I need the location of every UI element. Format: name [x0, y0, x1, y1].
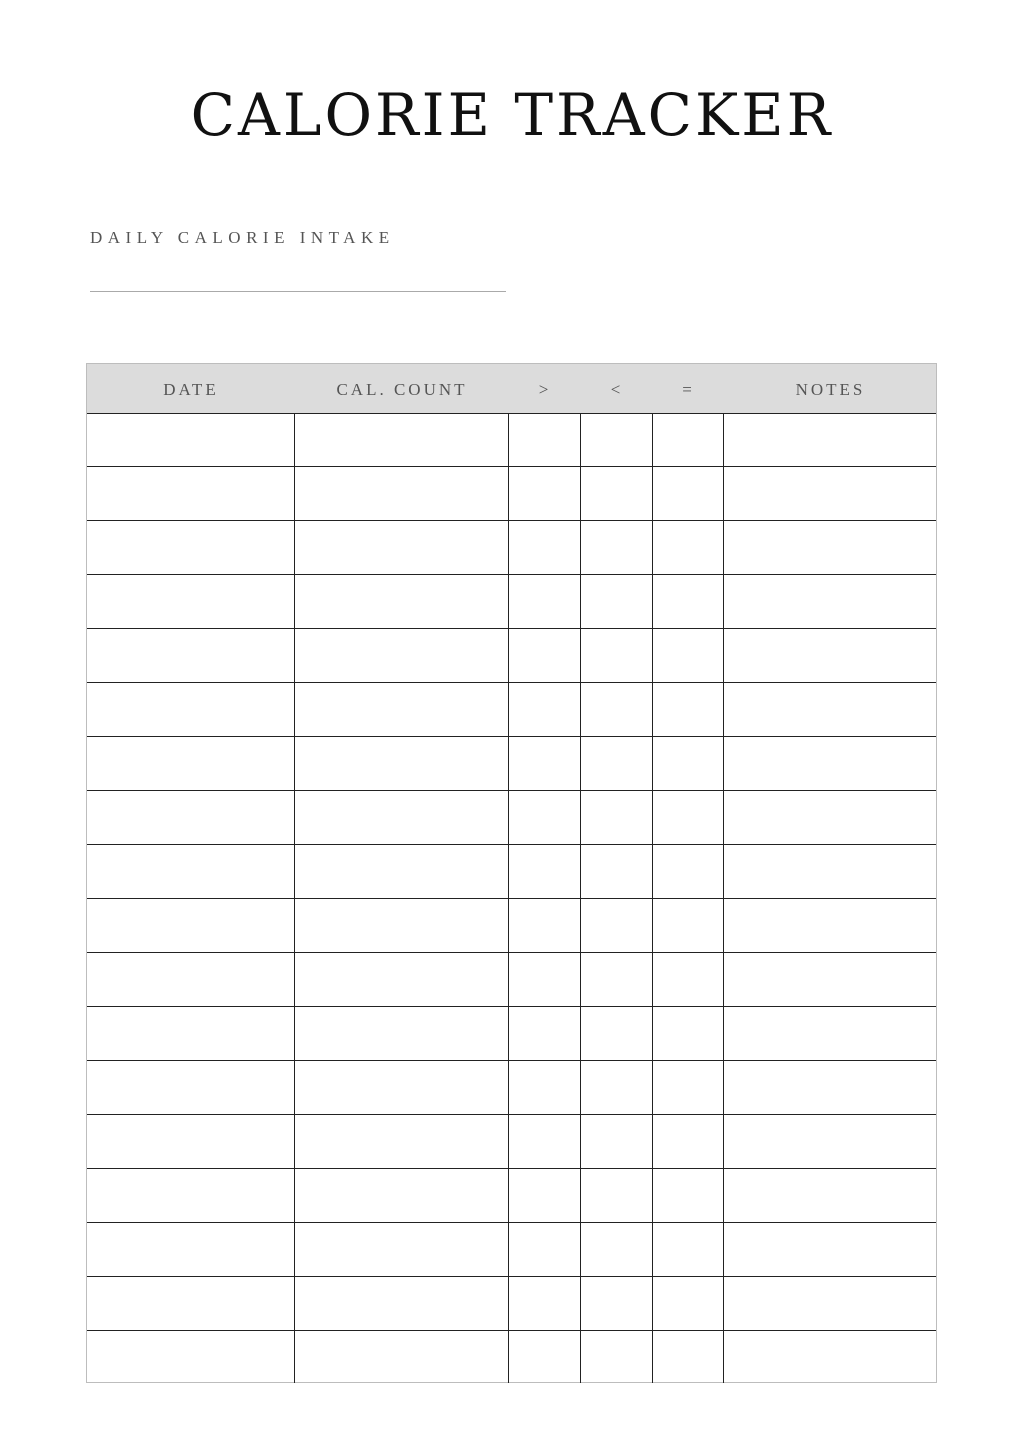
table-row — [87, 1277, 936, 1331]
cell-equal[interactable] — [653, 737, 724, 791]
cell-date[interactable] — [87, 629, 295, 683]
cell-date[interactable] — [87, 899, 295, 953]
daily-intake-label: DAILY CALORIE INTAKE — [90, 228, 395, 247]
cell-date[interactable] — [87, 413, 295, 467]
cell-greater[interactable] — [509, 1331, 581, 1385]
cell-less[interactable] — [581, 1007, 653, 1061]
cell-notes[interactable] — [724, 1007, 937, 1061]
column-header-less: < — [610, 380, 624, 399]
cell-greater[interactable] — [509, 683, 581, 737]
cell-date[interactable] — [87, 737, 295, 791]
cell-less[interactable] — [581, 467, 653, 521]
table-row — [87, 413, 936, 467]
table-row — [87, 521, 936, 575]
cell-less[interactable] — [581, 791, 653, 845]
table-row — [87, 1007, 936, 1061]
cell-less[interactable] — [581, 1223, 653, 1277]
cell-less[interactable] — [581, 683, 653, 737]
cell-greater[interactable] — [509, 1115, 581, 1169]
table-row — [87, 575, 936, 629]
cell-notes[interactable] — [724, 1277, 937, 1331]
cell-greater[interactable] — [509, 791, 581, 845]
cell-greater[interactable] — [509, 1061, 581, 1115]
cell-greater[interactable] — [509, 467, 581, 521]
cell-less[interactable] — [581, 953, 653, 1007]
table-row — [87, 467, 936, 521]
cell-greater[interactable] — [509, 575, 581, 629]
cell-notes[interactable] — [724, 1169, 937, 1223]
cell-less[interactable] — [581, 413, 653, 467]
column-header-date: DATE — [163, 380, 219, 399]
cell-equal[interactable] — [653, 683, 724, 737]
cell-date[interactable] — [87, 1223, 295, 1277]
cell-greater[interactable] — [509, 521, 581, 575]
cell-less[interactable] — [581, 1061, 653, 1115]
cell-date[interactable] — [87, 1007, 295, 1061]
table-row — [87, 1115, 936, 1169]
cell-notes[interactable] — [724, 845, 937, 899]
cell-cal-count[interactable] — [295, 629, 509, 683]
cell-date[interactable] — [87, 791, 295, 845]
cell-equal[interactable] — [653, 467, 724, 521]
table-row — [87, 683, 936, 737]
daily-intake-field[interactable] — [90, 291, 506, 292]
cell-less[interactable] — [581, 575, 653, 629]
cell-equal[interactable] — [653, 1169, 724, 1223]
table-row — [87, 1223, 936, 1277]
cell-equal[interactable] — [653, 953, 724, 1007]
cell-equal[interactable] — [653, 845, 724, 899]
table-row — [87, 791, 936, 845]
cell-less[interactable] — [581, 899, 653, 953]
cell-cal-count[interactable] — [295, 899, 509, 953]
cell-greater[interactable] — [509, 953, 581, 1007]
column-header-equal: = — [682, 380, 695, 399]
cell-cal-count[interactable] — [295, 413, 509, 467]
cell-cal-count[interactable] — [295, 521, 509, 575]
cell-cal-count[interactable] — [295, 1115, 509, 1169]
table-row — [87, 845, 936, 899]
cell-date[interactable] — [87, 1115, 295, 1169]
cell-greater[interactable] — [509, 1007, 581, 1061]
cell-less[interactable] — [581, 629, 653, 683]
table-body — [87, 413, 936, 1383]
cell-notes[interactable] — [724, 1115, 937, 1169]
cell-cal-count[interactable] — [295, 1223, 509, 1277]
cell-greater[interactable] — [509, 1169, 581, 1223]
table-row — [87, 1169, 936, 1223]
column-header-greater: > — [538, 380, 552, 399]
column-header-cal-count: CAL. COUNT — [336, 380, 468, 399]
cell-date[interactable] — [87, 953, 295, 1007]
cell-notes[interactable] — [724, 521, 937, 575]
table-header — [87, 364, 936, 413]
table-row — [87, 953, 936, 1007]
cell-date[interactable] — [87, 575, 295, 629]
tracker-table — [86, 363, 937, 1383]
cell-less[interactable] — [581, 845, 653, 899]
cell-notes[interactable] — [724, 953, 937, 1007]
cell-date[interactable] — [87, 1169, 295, 1223]
cell-greater[interactable] — [509, 1277, 581, 1331]
cell-equal[interactable] — [653, 521, 724, 575]
cell-cal-count[interactable] — [295, 1331, 509, 1385]
cell-less[interactable] — [581, 521, 653, 575]
cell-equal[interactable] — [653, 1061, 724, 1115]
cell-equal[interactable] — [653, 1277, 724, 1331]
column-header-notes: NOTES — [795, 380, 866, 399]
cell-date[interactable] — [87, 1061, 295, 1115]
page-title: CALORIE TRACKER — [190, 81, 834, 149]
cell-equal[interactable] — [653, 1223, 724, 1277]
cell-cal-count[interactable] — [295, 791, 509, 845]
cell-notes[interactable] — [724, 629, 937, 683]
cell-notes[interactable] — [724, 1331, 937, 1385]
cell-equal[interactable] — [653, 791, 724, 845]
cell-equal[interactable] — [653, 413, 724, 467]
cell-greater[interactable] — [509, 899, 581, 953]
cell-less[interactable] — [581, 737, 653, 791]
cell-date[interactable] — [87, 845, 295, 899]
cell-cal-count[interactable] — [295, 953, 509, 1007]
cell-notes[interactable] — [724, 899, 937, 953]
cell-notes[interactable] — [724, 467, 937, 521]
cell-notes[interactable] — [724, 791, 937, 845]
cell-date[interactable] — [87, 683, 295, 737]
table-row — [87, 629, 936, 683]
cell-notes[interactable] — [724, 737, 937, 791]
cell-notes[interactable] — [724, 1223, 937, 1277]
cell-equal[interactable] — [653, 1007, 724, 1061]
cell-less[interactable] — [581, 1331, 653, 1385]
cell-cal-count[interactable] — [295, 1169, 509, 1223]
cell-notes[interactable] — [724, 683, 937, 737]
cell-cal-count[interactable] — [295, 575, 509, 629]
cell-date[interactable] — [87, 1331, 295, 1385]
cell-date[interactable] — [87, 467, 295, 521]
cell-notes[interactable] — [724, 575, 937, 629]
cell-greater[interactable] — [509, 845, 581, 899]
cell-date[interactable] — [87, 521, 295, 575]
table-row — [87, 1331, 936, 1385]
cell-notes[interactable] — [724, 1061, 937, 1115]
table-row — [87, 737, 936, 791]
cell-greater[interactable] — [509, 629, 581, 683]
cell-equal[interactable] — [653, 575, 724, 629]
cell-notes[interactable] — [724, 413, 937, 467]
cell-cal-count[interactable] — [295, 845, 509, 899]
cell-cal-count[interactable] — [295, 1061, 509, 1115]
table-row — [87, 899, 936, 953]
cell-cal-count[interactable] — [295, 683, 509, 737]
cell-equal[interactable] — [653, 1115, 724, 1169]
cell-cal-count[interactable] — [295, 1007, 509, 1061]
cell-cal-count[interactable] — [295, 737, 509, 791]
cell-greater[interactable] — [509, 737, 581, 791]
cell-less[interactable] — [581, 1115, 653, 1169]
cell-less[interactable] — [581, 1277, 653, 1331]
cell-greater[interactable] — [509, 413, 581, 467]
cell-cal-count[interactable] — [295, 467, 509, 521]
cell-date[interactable] — [87, 1277, 295, 1331]
cell-less[interactable] — [581, 1169, 653, 1223]
cell-equal[interactable] — [653, 899, 724, 953]
cell-equal[interactable] — [653, 1331, 724, 1385]
cell-cal-count[interactable] — [295, 1277, 509, 1331]
cell-greater[interactable] — [509, 1223, 581, 1277]
cell-equal[interactable] — [653, 629, 724, 683]
table-row — [87, 1061, 936, 1115]
